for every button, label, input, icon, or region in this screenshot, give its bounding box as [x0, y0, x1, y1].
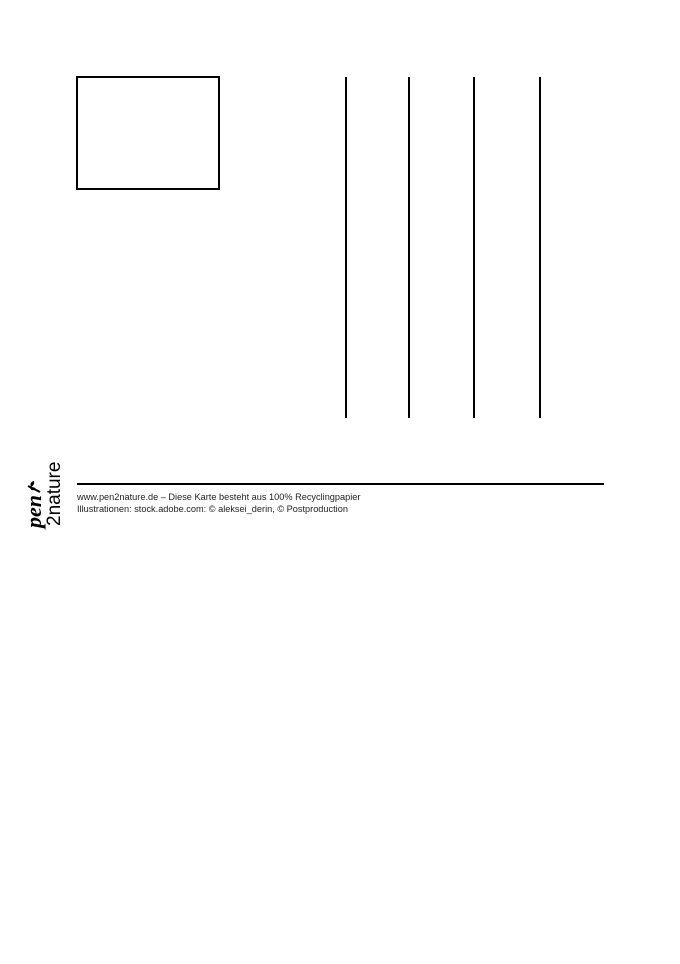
- stamp-box: [76, 76, 220, 190]
- footer-line-illustrations: Illustrationen: stock.adobe.com: © aleksei_derin, © Postproduction: [77, 504, 348, 514]
- brand-logo: [21, 444, 65, 528]
- address-line-3: [473, 77, 475, 418]
- footer-line-website: www.pen2nature.de – Diese Karte besteht aus 100% Recyclingpapier: [77, 492, 361, 502]
- leaf-sprout-icon: [28, 481, 40, 492]
- address-line-2: [408, 77, 410, 418]
- footer-rule: [77, 483, 604, 485]
- address-line-4: [539, 77, 541, 418]
- logo-pen-text: pen: [21, 495, 46, 528]
- logo-2nature-text: 2nature: [44, 461, 65, 526]
- footer-credits: [77, 491, 360, 515]
- address-line-1: [345, 77, 347, 418]
